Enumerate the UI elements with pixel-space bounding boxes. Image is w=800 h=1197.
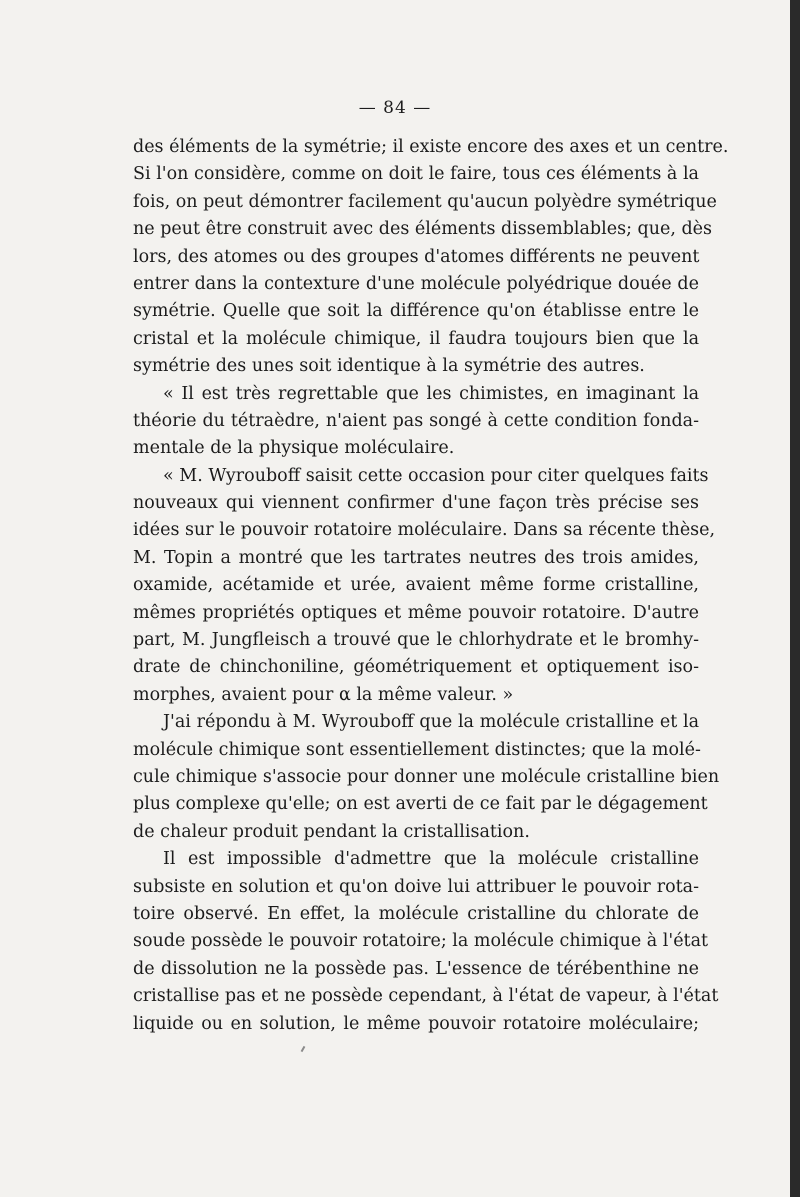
text-line: cule chimique s'associe pour donner une molécule cristalline bien <box>133 766 720 787</box>
text-line: liquide ou en solution, le même pouvoir rotatoire moléculaire; <box>133 1013 699 1034</box>
text-line: symétrie. Quelle que soit la différence qu'on établisse entre le <box>133 301 699 322</box>
text-line: soude possède le pouvoir rotatoire; la molécule chimique à l'état <box>133 931 709 952</box>
text-line: « M. Wyrouboff saisit cette occasion pour citer quelques faits <box>163 465 709 486</box>
text-line: « Il est très regrettable que les chimistes, en imaginant la <box>163 383 699 404</box>
body-text <box>133 134 729 1038</box>
text-line: nouveaux qui viennent confirmer d'une façon très précise ses <box>133 493 699 514</box>
text-line: molécule chimique sont essentiellement distinctes; que la molé- <box>133 739 701 760</box>
text-line: de dissolution ne la possède pas. L'essence de térébenthine ne <box>133 958 699 979</box>
text-line: subsiste en solution et qu'on doive lui attribuer le pouvoir rota- <box>133 876 699 897</box>
text-line: J'ai répondu à M. Wyrouboff que la molécule cristalline et la <box>163 712 699 733</box>
text-line: ne peut être construit avec des éléments dissemblables; que, dès <box>133 219 713 240</box>
text-line: plus complexe qu'elle; on est averti de ce fait par le dégagement <box>133 794 708 815</box>
scan-edge <box>790 0 800 1197</box>
text-line: M. Topin a montré que les tartrates neutres des trois amides, <box>133 547 699 568</box>
text-line: cristallise pas et ne possède cependant, à l'état de vapeur, à l'état <box>133 986 719 1007</box>
text-line: symétrie des unes soit identique à la symétrie des autres. <box>133 356 645 377</box>
text-line: cristal et la molécule chimique, il faudra toujours bien que la <box>133 328 699 349</box>
pencil-mark <box>301 1046 306 1052</box>
text-line: toire observé. En effet, la molécule cristalline du chlorate de <box>133 903 699 924</box>
text-line: fois, on peut démontrer facilement qu'aucun polyèdre symétrique <box>133 191 717 212</box>
text-line: entrer dans la contexture d'une molécule polyédrique douée de <box>133 273 699 294</box>
text-line: des éléments de la symétrie; il existe encore des axes et un centre. <box>133 137 729 157</box>
text-line: part, M. Jungfleisch a trouvé que le chlorhydrate et le bromhy- <box>133 630 699 651</box>
text-line: mentale de la physique moléculaire. <box>133 438 455 459</box>
text-line: Il est impossible d'admettre que la molécule cristalline <box>163 849 699 870</box>
text-line: Si l'on considère, comme on doit le faire, tous ces éléments à la <box>133 164 699 185</box>
page-number: — 84 — <box>358 98 432 118</box>
text-line: oxamide, acétamide et urée, avaient même forme cristalline, <box>133 575 699 596</box>
text-line: de chaleur produit pendant la cristallisation. <box>133 821 530 842</box>
text-line: mêmes propriétés optiques et même pouvoir rotatoire. D'autre <box>133 602 699 623</box>
text-line: lors, des atomes ou des groupes d'atomes différents ne peuvent <box>133 246 700 267</box>
text-line: théorie du tétraèdre, n'aient pas songé à cette condition fonda- <box>133 410 699 431</box>
text-line: idées sur le pouvoir rotatoire moléculaire. Dans sa récente thèse, <box>133 520 716 541</box>
text-line: drate de chinchoniline, géométriquement et optiquement iso- <box>133 657 699 678</box>
text-line: morphes, avaient pour α la même valeur. » <box>133 684 514 705</box>
